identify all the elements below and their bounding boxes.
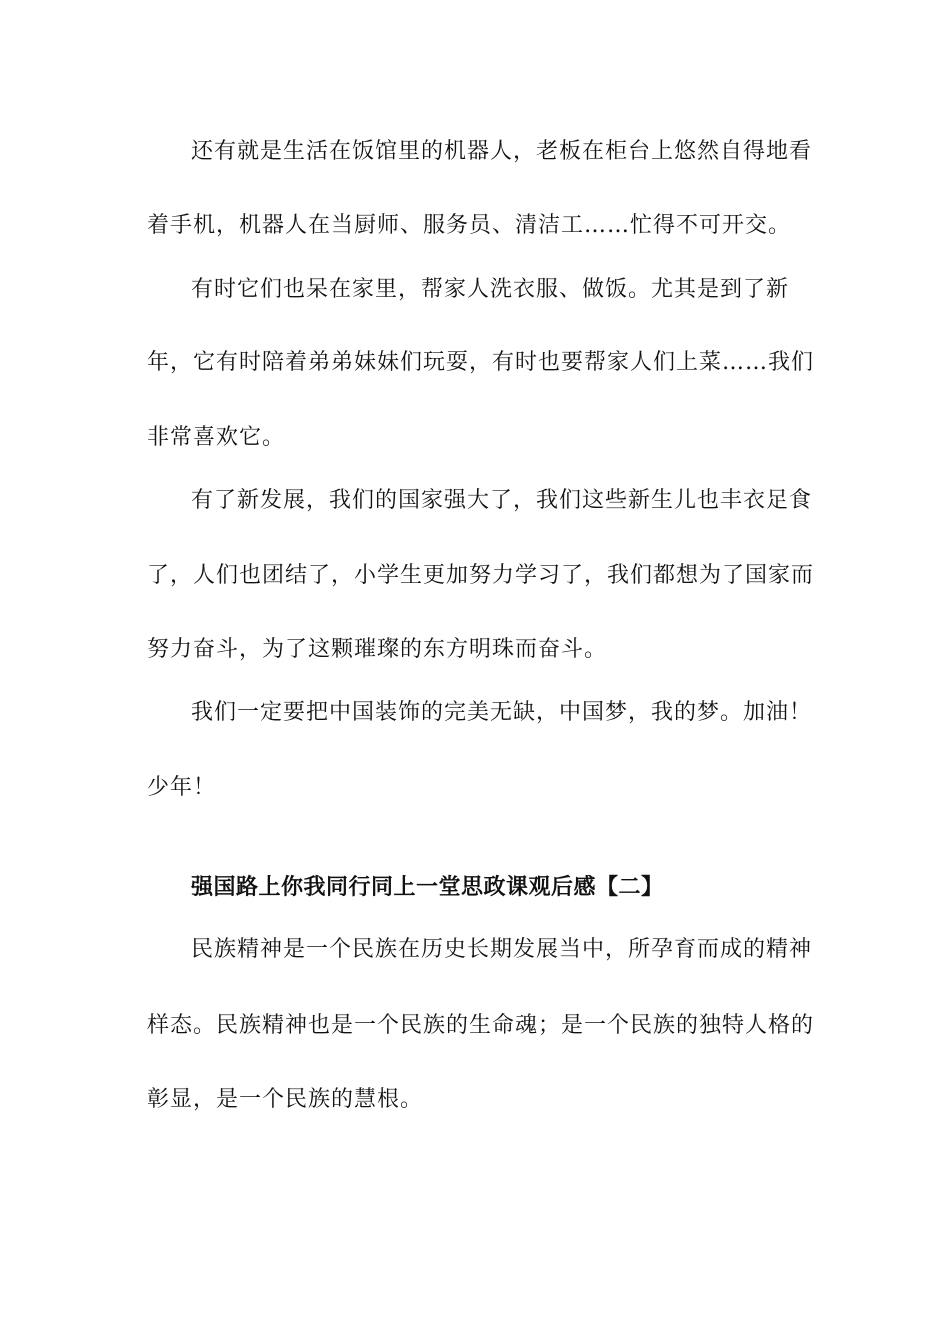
section-paragraph-1-line-3: 彰显，是一个民族的慧根。 (147, 1087, 424, 1112)
paragraph-2-line-3: 非常喜欢它。 (147, 425, 286, 450)
paragraph-4-line-2: 少年！ (147, 775, 217, 800)
paragraph-1-line-2: 着手机，机器人在当厨师、服务员、清洁工……忙得不可开交。 (147, 213, 792, 238)
paragraph-2-line-1: 有时它们也呆在家里，帮家人洗衣服、做饭。尤其是到了新 (191, 277, 790, 302)
section-heading: 强国路上你我同行同上一堂思政课观后感【二】 (191, 875, 664, 900)
paragraph-3-line-2: 了，人们也团结了，小学生更加努力学习了，我们都想为了国家而 (147, 563, 815, 588)
paragraph-2-line-2: 年，它有时陪着弟弟妹妹们玩耍，有时也要帮家人们上菜……我们 (147, 350, 815, 375)
paragraph-1-line-1: 还有就是生活在饭馆里的机器人，老板在柜台上悠然自得地看 (191, 139, 813, 164)
paragraph-3-line-3: 努力奋斗，为了这颗璀璨的东方明珠而奋斗。 (147, 637, 608, 662)
paragraph-4-line-1: 我们一定要把中国装饰的完美无缺，中国梦，我的梦。加油！ (191, 700, 813, 725)
paragraph-3-line-1: 有了新发展，我们的国家强大了，我们这些新生儿也丰衣足食 (191, 488, 813, 513)
section-paragraph-1-line-2: 样态。民族精神也是一个民族的生命魂；是一个民族的独特人格的 (147, 1013, 815, 1038)
section-paragraph-1-line-1: 民族精神是一个民族在历史长期发展当中，所孕育而成的精神 (191, 937, 813, 962)
